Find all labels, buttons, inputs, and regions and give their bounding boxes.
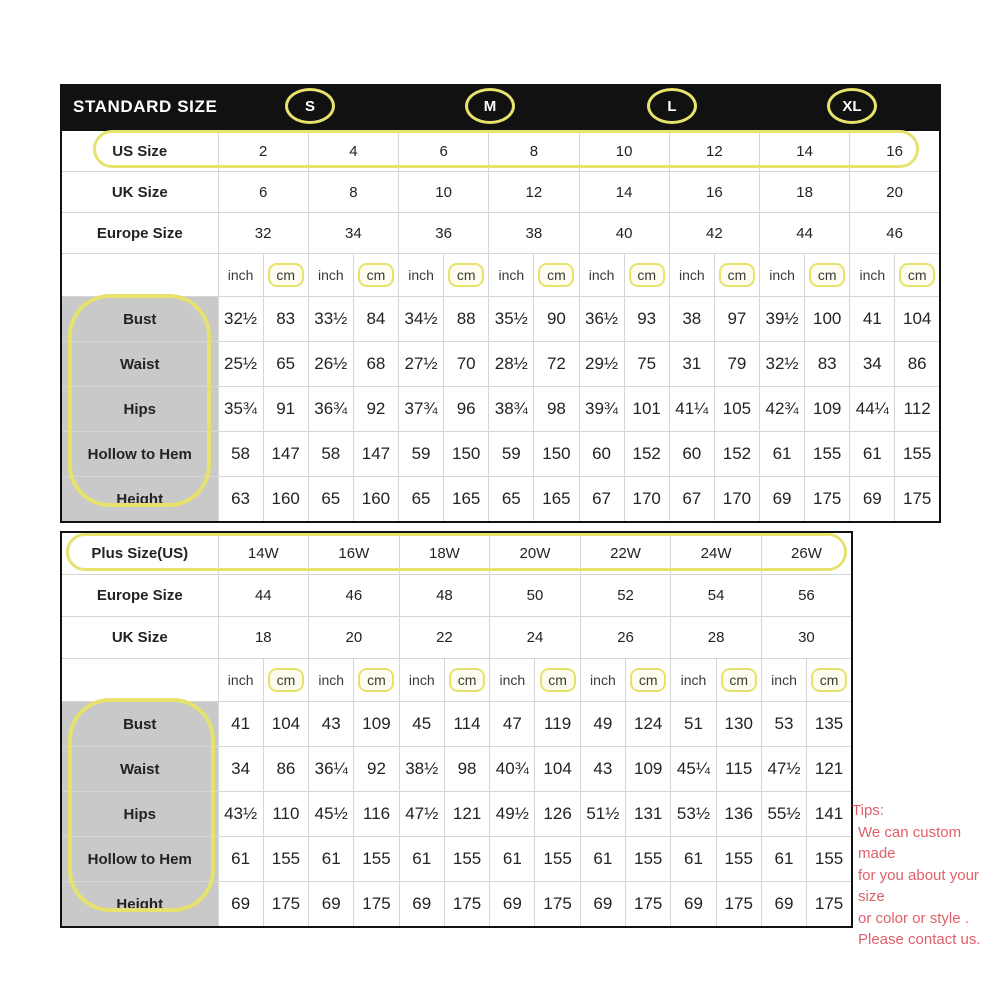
measurement-row (61, 477, 940, 523)
cm-value-cell: 97 (714, 297, 759, 342)
size-cell: 2 (218, 130, 308, 172)
inch-value-cell: 38 (669, 297, 714, 342)
row-label: UK Size (61, 172, 218, 213)
cm-value-cell: 84 (353, 297, 398, 342)
tips-body (852, 822, 1000, 951)
inch-value-cell: 58 (308, 432, 353, 477)
cm-value-cell: 72 (534, 342, 579, 387)
inch-value-cell: 36½ (579, 297, 624, 342)
size-cell: 16W (309, 532, 400, 575)
cm-unit-cell (534, 254, 579, 297)
inch-unit-cell: inch (218, 659, 263, 702)
cm-highlight-badge: cm (630, 668, 666, 692)
inch-value-cell: 69 (671, 882, 716, 928)
inch-value-cell: 33½ (308, 297, 353, 342)
cm-unit-cell (714, 254, 759, 297)
cm-value-cell: 104 (535, 747, 580, 792)
size-cell: 6 (218, 172, 308, 213)
cm-unit-cell (716, 659, 761, 702)
cm-value-cell: 98 (444, 747, 489, 792)
inch-value-cell: 39¾ (579, 387, 624, 432)
cm-value-cell: 165 (444, 477, 489, 523)
cm-highlight-badge: cm (268, 668, 304, 692)
inch-value-cell: 69 (218, 882, 263, 928)
inch-unit-cell: inch (669, 254, 714, 297)
cm-unit-cell (895, 254, 940, 297)
size-row-highlighted (61, 130, 940, 172)
size-group-oval-xl: XL (827, 88, 877, 124)
cm-highlight-badge: cm (449, 668, 485, 692)
inch-value-cell: 67 (579, 477, 624, 523)
plus-size-table (60, 531, 853, 928)
cm-value-cell: 130 (716, 702, 761, 747)
size-cell: 18 (760, 172, 850, 213)
size-cell: 28 (671, 617, 762, 659)
measurement-row (61, 882, 852, 928)
cm-value-cell: 155 (895, 432, 940, 477)
cm-value-cell: 91 (263, 387, 308, 432)
cm-value-cell: 83 (805, 342, 850, 387)
cm-unit-cell (354, 659, 399, 702)
inch-value-cell: 69 (309, 882, 354, 928)
cm-highlight-badge: cm (358, 668, 394, 692)
row-label: US Size (61, 130, 218, 172)
inch-value-cell: 61 (218, 837, 263, 882)
cm-value-cell: 109 (626, 747, 671, 792)
cm-value-cell: 68 (353, 342, 398, 387)
cm-highlight-badge: cm (268, 263, 304, 287)
cm-value-cell: 70 (444, 342, 489, 387)
cm-value-cell: 110 (263, 792, 308, 837)
size-cell: 34 (308, 213, 398, 254)
measurement-row (61, 792, 852, 837)
cm-value-cell: 150 (444, 432, 489, 477)
cm-value-cell: 155 (716, 837, 761, 882)
cm-value-cell: 100 (805, 297, 850, 342)
tips-line: Please contact us. (858, 931, 981, 948)
inch-unit-cell: inch (399, 659, 444, 702)
size-cell: 20 (850, 172, 940, 213)
inch-unit-cell: inch (579, 254, 624, 297)
inch-value-cell: 34 (218, 747, 263, 792)
cm-value-cell: 116 (354, 792, 399, 837)
inch-value-cell: 32½ (760, 342, 805, 387)
size-group-oval-m: M (465, 88, 515, 124)
cm-value-cell: 93 (624, 297, 669, 342)
inch-value-cell: 61 (490, 837, 535, 882)
cm-unit-cell (805, 254, 850, 297)
cm-value-cell: 92 (354, 747, 399, 792)
inch-value-cell: 61 (850, 432, 895, 477)
inch-value-cell: 69 (761, 882, 806, 928)
cm-highlight-badge: cm (721, 668, 757, 692)
inch-unit-cell: inch (761, 659, 806, 702)
standard-size-header (60, 84, 941, 129)
inch-value-cell: 61 (761, 837, 806, 882)
cm-highlight-badge: cm (899, 263, 935, 287)
cm-unit-cell (263, 659, 308, 702)
cm-value-cell: 175 (626, 882, 671, 928)
measurement-label: Hips (61, 792, 218, 837)
inch-value-cell: 69 (580, 882, 625, 928)
inch-unit-cell: inch (399, 254, 444, 297)
size-cell: 20W (490, 532, 581, 575)
inch-value-cell: 41 (218, 702, 263, 747)
cm-value-cell: 119 (535, 702, 580, 747)
inch-unit-cell: inch (309, 659, 354, 702)
inch-value-cell: 29½ (579, 342, 624, 387)
row-label: UK Size (61, 617, 218, 659)
size-cell: 44 (760, 213, 850, 254)
cm-value-cell: 121 (807, 747, 852, 792)
size-cell: 18 (218, 617, 309, 659)
inch-value-cell: 65 (399, 477, 444, 523)
size-cell: 46 (309, 575, 400, 617)
inch-value-cell: 53½ (671, 792, 716, 837)
inch-value-cell: 41¼ (669, 387, 714, 432)
cm-value-cell: 101 (624, 387, 669, 432)
inch-value-cell: 37¾ (399, 387, 444, 432)
inch-value-cell: 59 (489, 432, 534, 477)
cm-value-cell: 141 (807, 792, 852, 837)
cm-value-cell: 152 (714, 432, 759, 477)
cm-highlight-badge: cm (811, 668, 847, 692)
cm-value-cell: 109 (354, 702, 399, 747)
inch-unit-cell: inch (489, 254, 534, 297)
measurement-label: Waist (61, 747, 218, 792)
inch-value-cell: 61 (309, 837, 354, 882)
tips-title: Tips: (852, 802, 884, 819)
measurement-row (61, 747, 852, 792)
cm-value-cell: 175 (535, 882, 580, 928)
cm-value-cell: 86 (263, 747, 308, 792)
inch-unit-cell: inch (850, 254, 895, 297)
size-cell: 48 (399, 575, 490, 617)
inch-value-cell: 36¼ (309, 747, 354, 792)
size-row (61, 172, 940, 213)
cm-value-cell: 160 (353, 477, 398, 523)
inch-value-cell: 41 (850, 297, 895, 342)
measurement-label: Bust (61, 702, 218, 747)
cm-value-cell: 155 (263, 837, 308, 882)
size-cell: 16 (669, 172, 759, 213)
measurement-label: Height (61, 477, 218, 523)
cm-value-cell: 175 (354, 882, 399, 928)
measurement-label: Hips (61, 387, 218, 432)
cm-value-cell: 170 (714, 477, 759, 523)
size-cell: 14W (218, 532, 309, 575)
cm-value-cell: 152 (624, 432, 669, 477)
cm-value-cell: 105 (714, 387, 759, 432)
unit-row (61, 254, 940, 297)
cm-value-cell: 165 (534, 477, 579, 523)
size-cell: 50 (490, 575, 581, 617)
inch-value-cell: 69 (760, 477, 805, 523)
inch-value-cell: 61 (399, 837, 444, 882)
size-cell: 22 (399, 617, 490, 659)
inch-unit-cell: inch (580, 659, 625, 702)
inch-value-cell: 25½ (218, 342, 263, 387)
row-label: Europe Size (61, 575, 218, 617)
measurement-row (61, 702, 852, 747)
cm-highlight-badge: cm (538, 263, 574, 287)
cm-value-cell: 175 (895, 477, 940, 523)
size-cell: 26W (761, 532, 852, 575)
inch-value-cell: 36¾ (308, 387, 353, 432)
cm-value-cell: 121 (444, 792, 489, 837)
size-cell: 8 (308, 172, 398, 213)
unit-row (61, 659, 852, 702)
inch-value-cell: 51½ (580, 792, 625, 837)
inch-value-cell: 60 (669, 432, 714, 477)
unit-row-label (61, 254, 218, 297)
inch-value-cell: 42¾ (760, 387, 805, 432)
inch-value-cell: 65 (308, 477, 353, 523)
measurement-label: Waist (61, 342, 218, 387)
inch-value-cell: 51 (671, 702, 716, 747)
size-cell: 52 (580, 575, 671, 617)
cm-value-cell: 135 (807, 702, 852, 747)
tips-line: for you about your size (858, 866, 979, 905)
cm-value-cell: 147 (353, 432, 398, 477)
measurement-row (61, 837, 852, 882)
inch-value-cell: 63 (218, 477, 263, 523)
cm-unit-cell (263, 254, 308, 297)
size-cell: 14 (760, 130, 850, 172)
size-cell: 12 (489, 172, 579, 213)
inch-value-cell: 58 (218, 432, 263, 477)
inch-value-cell: 45½ (309, 792, 354, 837)
inch-value-cell: 43½ (218, 792, 263, 837)
measurement-row (61, 342, 940, 387)
cm-value-cell: 112 (895, 387, 940, 432)
size-row (61, 575, 852, 617)
inch-value-cell: 53 (761, 702, 806, 747)
inch-value-cell: 39½ (760, 297, 805, 342)
inch-value-cell: 34½ (399, 297, 444, 342)
inch-value-cell: 55½ (761, 792, 806, 837)
inch-value-cell: 28½ (489, 342, 534, 387)
inch-value-cell: 34 (850, 342, 895, 387)
inch-value-cell: 59 (399, 432, 444, 477)
cm-value-cell: 98 (534, 387, 579, 432)
inch-value-cell: 69 (850, 477, 895, 523)
size-cell: 56 (761, 575, 852, 617)
cm-value-cell: 109 (805, 387, 850, 432)
cm-unit-cell (807, 659, 852, 702)
inch-value-cell: 69 (399, 882, 444, 928)
cm-value-cell: 175 (807, 882, 852, 928)
inch-value-cell: 47½ (399, 792, 444, 837)
cm-highlight-badge: cm (358, 263, 394, 287)
tips-note (852, 800, 1000, 951)
size-cell: 24W (671, 532, 762, 575)
inch-value-cell: 45 (399, 702, 444, 747)
tips-line: We can custom made (858, 823, 962, 862)
inch-value-cell: 38¾ (489, 387, 534, 432)
inch-value-cell: 47½ (761, 747, 806, 792)
inch-unit-cell: inch (760, 254, 805, 297)
size-cell: 10 (579, 130, 669, 172)
cm-value-cell: 65 (263, 342, 308, 387)
size-row (61, 617, 852, 659)
cm-value-cell: 131 (626, 792, 671, 837)
size-group-oval-l: L (647, 88, 697, 124)
cm-value-cell: 155 (354, 837, 399, 882)
inch-value-cell: 47 (490, 702, 535, 747)
size-cell: 26 (580, 617, 671, 659)
inch-value-cell: 31 (669, 342, 714, 387)
size-cell: 8 (489, 130, 579, 172)
inch-value-cell: 35½ (489, 297, 534, 342)
standard-size-table (60, 129, 941, 523)
measurement-row (61, 297, 940, 342)
inch-value-cell: 26½ (308, 342, 353, 387)
inch-value-cell: 49½ (490, 792, 535, 837)
size-cell: 24 (490, 617, 581, 659)
inch-unit-cell: inch (490, 659, 535, 702)
row-label: Europe Size (61, 213, 218, 254)
row-label: Plus Size(US) (61, 532, 218, 575)
size-cell: 18W (399, 532, 490, 575)
cm-value-cell: 104 (263, 702, 308, 747)
cm-value-cell: 114 (444, 702, 489, 747)
cm-unit-cell (624, 254, 669, 297)
size-cell: 46 (850, 213, 940, 254)
size-cell: 38 (489, 213, 579, 254)
inch-value-cell: 60 (579, 432, 624, 477)
size-cell: 14 (579, 172, 669, 213)
inch-value-cell: 49 (580, 702, 625, 747)
cm-value-cell: 115 (716, 747, 761, 792)
cm-unit-cell (444, 659, 489, 702)
inch-value-cell: 61 (580, 837, 625, 882)
size-cell: 4 (308, 130, 398, 172)
cm-value-cell: 147 (263, 432, 308, 477)
inch-value-cell: 61 (671, 837, 716, 882)
measurement-label: Hollow to Hem (61, 837, 218, 882)
inch-value-cell: 40¾ (490, 747, 535, 792)
cm-value-cell: 92 (353, 387, 398, 432)
cm-highlight-badge: cm (809, 263, 845, 287)
inch-value-cell: 27½ (399, 342, 444, 387)
cm-value-cell: 175 (716, 882, 761, 928)
cm-unit-cell (626, 659, 671, 702)
inch-value-cell: 61 (760, 432, 805, 477)
size-group-oval-s: S (285, 88, 335, 124)
inch-unit-cell: inch (218, 254, 263, 297)
inch-value-cell: 35¾ (218, 387, 263, 432)
cm-value-cell: 155 (444, 837, 489, 882)
cm-value-cell: 75 (624, 342, 669, 387)
cm-value-cell: 136 (716, 792, 761, 837)
cm-value-cell: 96 (444, 387, 489, 432)
size-cell: 36 (399, 213, 489, 254)
size-cell: 32 (218, 213, 308, 254)
size-cell: 42 (669, 213, 759, 254)
cm-value-cell: 124 (626, 702, 671, 747)
cm-highlight-badge: cm (629, 263, 665, 287)
size-cell: 44 (218, 575, 309, 617)
cm-unit-cell (535, 659, 580, 702)
size-cell: 6 (399, 130, 489, 172)
cm-value-cell: 88 (444, 297, 489, 342)
inch-value-cell: 38½ (399, 747, 444, 792)
size-cell: 54 (671, 575, 762, 617)
cm-value-cell: 175 (263, 882, 308, 928)
inch-value-cell: 43 (309, 702, 354, 747)
cm-value-cell: 155 (626, 837, 671, 882)
inch-value-cell: 45¼ (671, 747, 716, 792)
inch-value-cell: 32½ (218, 297, 263, 342)
measurement-row (61, 387, 940, 432)
standard-size-section (60, 84, 941, 523)
size-cell: 30 (761, 617, 852, 659)
standard-size-title: STANDARD SIZE (73, 96, 218, 116)
inch-unit-cell: inch (308, 254, 353, 297)
cm-value-cell: 90 (534, 297, 579, 342)
size-cell: 40 (579, 213, 669, 254)
size-cell: 16 (850, 130, 940, 172)
cm-highlight-badge: cm (719, 263, 755, 287)
cm-value-cell: 126 (535, 792, 580, 837)
inch-value-cell: 67 (669, 477, 714, 523)
size-cell: 10 (399, 172, 489, 213)
cm-value-cell: 175 (444, 882, 489, 928)
measurement-label: Height (61, 882, 218, 928)
tips-line: or color or style . (858, 909, 969, 927)
cm-value-cell: 150 (534, 432, 579, 477)
cm-value-cell: 79 (714, 342, 759, 387)
cm-unit-cell (353, 254, 398, 297)
inch-value-cell: 65 (489, 477, 534, 523)
cm-highlight-badge: cm (540, 668, 576, 692)
size-cell: 20 (309, 617, 400, 659)
cm-value-cell: 155 (805, 432, 850, 477)
inch-unit-cell: inch (671, 659, 716, 702)
cm-value-cell: 160 (263, 477, 308, 523)
cm-value-cell: 155 (807, 837, 852, 882)
cm-value-cell: 83 (263, 297, 308, 342)
size-cell: 12 (669, 130, 759, 172)
size-row-highlighted (61, 532, 852, 575)
cm-value-cell: 175 (805, 477, 850, 523)
cm-highlight-badge: cm (448, 263, 484, 287)
measurement-row (61, 432, 940, 477)
measurement-label: Hollow to Hem (61, 432, 218, 477)
unit-row-label (61, 659, 218, 702)
size-row (61, 213, 940, 254)
cm-value-cell: 104 (895, 297, 940, 342)
measurement-label: Bust (61, 297, 218, 342)
cm-value-cell: 170 (624, 477, 669, 523)
size-cell: 22W (580, 532, 671, 575)
inch-value-cell: 44¼ (850, 387, 895, 432)
cm-value-cell: 86 (895, 342, 940, 387)
inch-value-cell: 69 (490, 882, 535, 928)
cm-unit-cell (444, 254, 489, 297)
cm-value-cell: 155 (535, 837, 580, 882)
inch-value-cell: 43 (580, 747, 625, 792)
plus-size-section (60, 531, 853, 928)
